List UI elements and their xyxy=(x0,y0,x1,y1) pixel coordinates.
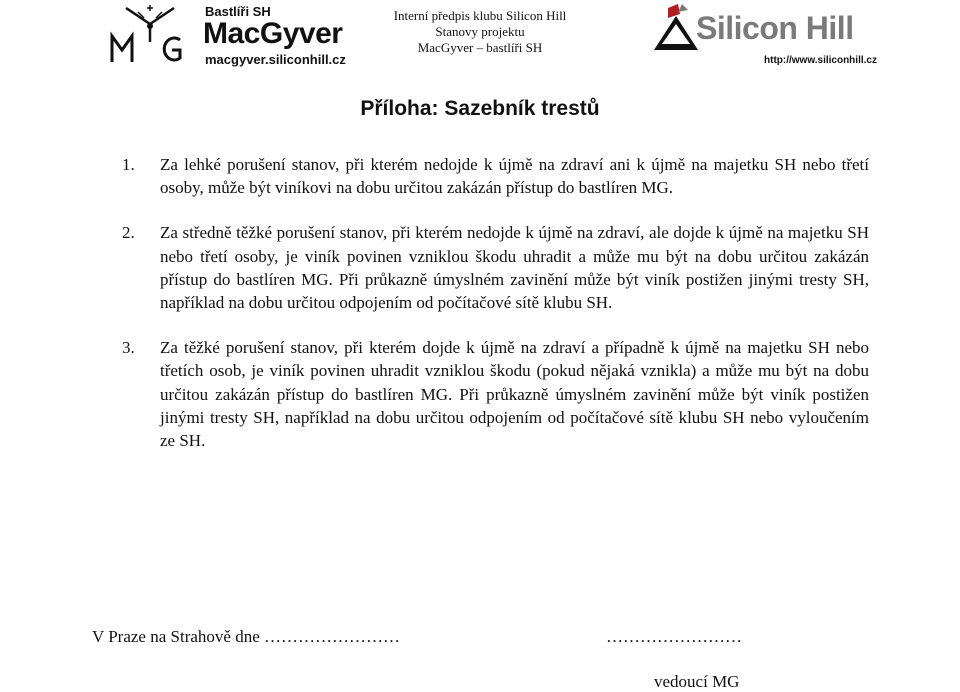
macgyver-logo xyxy=(108,2,190,68)
rule-item xyxy=(122,221,869,314)
brand-name: MacGyver xyxy=(203,17,343,50)
header-line-1: Interní předpis klubu Silicon Hill xyxy=(393,8,567,23)
rule-number: 1. xyxy=(122,155,135,174)
silicon-hill-name: Silicon Hill xyxy=(696,10,854,46)
rule-number: 3. xyxy=(122,338,135,358)
signature-line: …………………… xyxy=(606,627,742,646)
rule-text: Za lehké porušení stanov, při kterém nedojde k újmě na zdraví ani k újmě na majetku SH nebo třetí osoby, může být viníkovi na dobu určitou zakázán přístup do bastlíren MG. xyxy=(160,155,869,198)
signature-role: vedoucí MG xyxy=(654,672,740,691)
rule-text: Za těžké porušení stanov, při kterém dojde k újmě na zdraví a případně k újmě na majetku SH nebo třetích osob, je viník povinen uhradit vzniklou škodu (pokud nějaká vznikla) a může mu být na dobu určitou zakázán přístup do bastlíren MG. Při průkazně úmyslném zavinění může být viník postižen jinými tresty SH, například na dobu určitou odpojením od počítačové sítě klubu SH nebo vyloučením ze SH. xyxy=(160,338,869,451)
macgyver-header xyxy=(108,0,348,72)
silicon-hill-header xyxy=(652,2,877,70)
header-line-3: MacGyver – bastlíři SH xyxy=(417,40,543,55)
silicon-hill-url[interactable]: http://www.siliconhill.cz xyxy=(764,55,877,66)
place-date-line: V Praze na Strahově dne …………………… xyxy=(92,627,400,646)
brand-url[interactable]: macgyver.siliconhill.cz xyxy=(205,52,346,67)
rule-text: Za středně těžké porušení stanov, při kterém nedojde k újmě na zdraví, ale dojde k újmě na majetku SH nebo třetí osoby, je viník povinen vzniklou škodu uhradit a může mu být na dobu určitou zakázán přístup do bastlíren MG. Při průkazně úmyslném zavinění může být viník postižen jinými tresty SH, například na dobu určitou odpojením od počítačové sítě klubu SH. xyxy=(160,223,869,313)
rule-item xyxy=(122,153,869,199)
brand-subtitle: Bastlíři SH xyxy=(205,4,271,19)
rule-item xyxy=(122,336,869,452)
page-title: Příloha: Sazebník trestů xyxy=(360,97,600,120)
rules-list xyxy=(122,153,869,474)
document-header-info xyxy=(380,8,580,56)
silicon-hill-logo xyxy=(652,2,700,54)
rule-number: 2. xyxy=(122,223,135,243)
header-line-2: Stanovy projektu xyxy=(435,24,525,39)
